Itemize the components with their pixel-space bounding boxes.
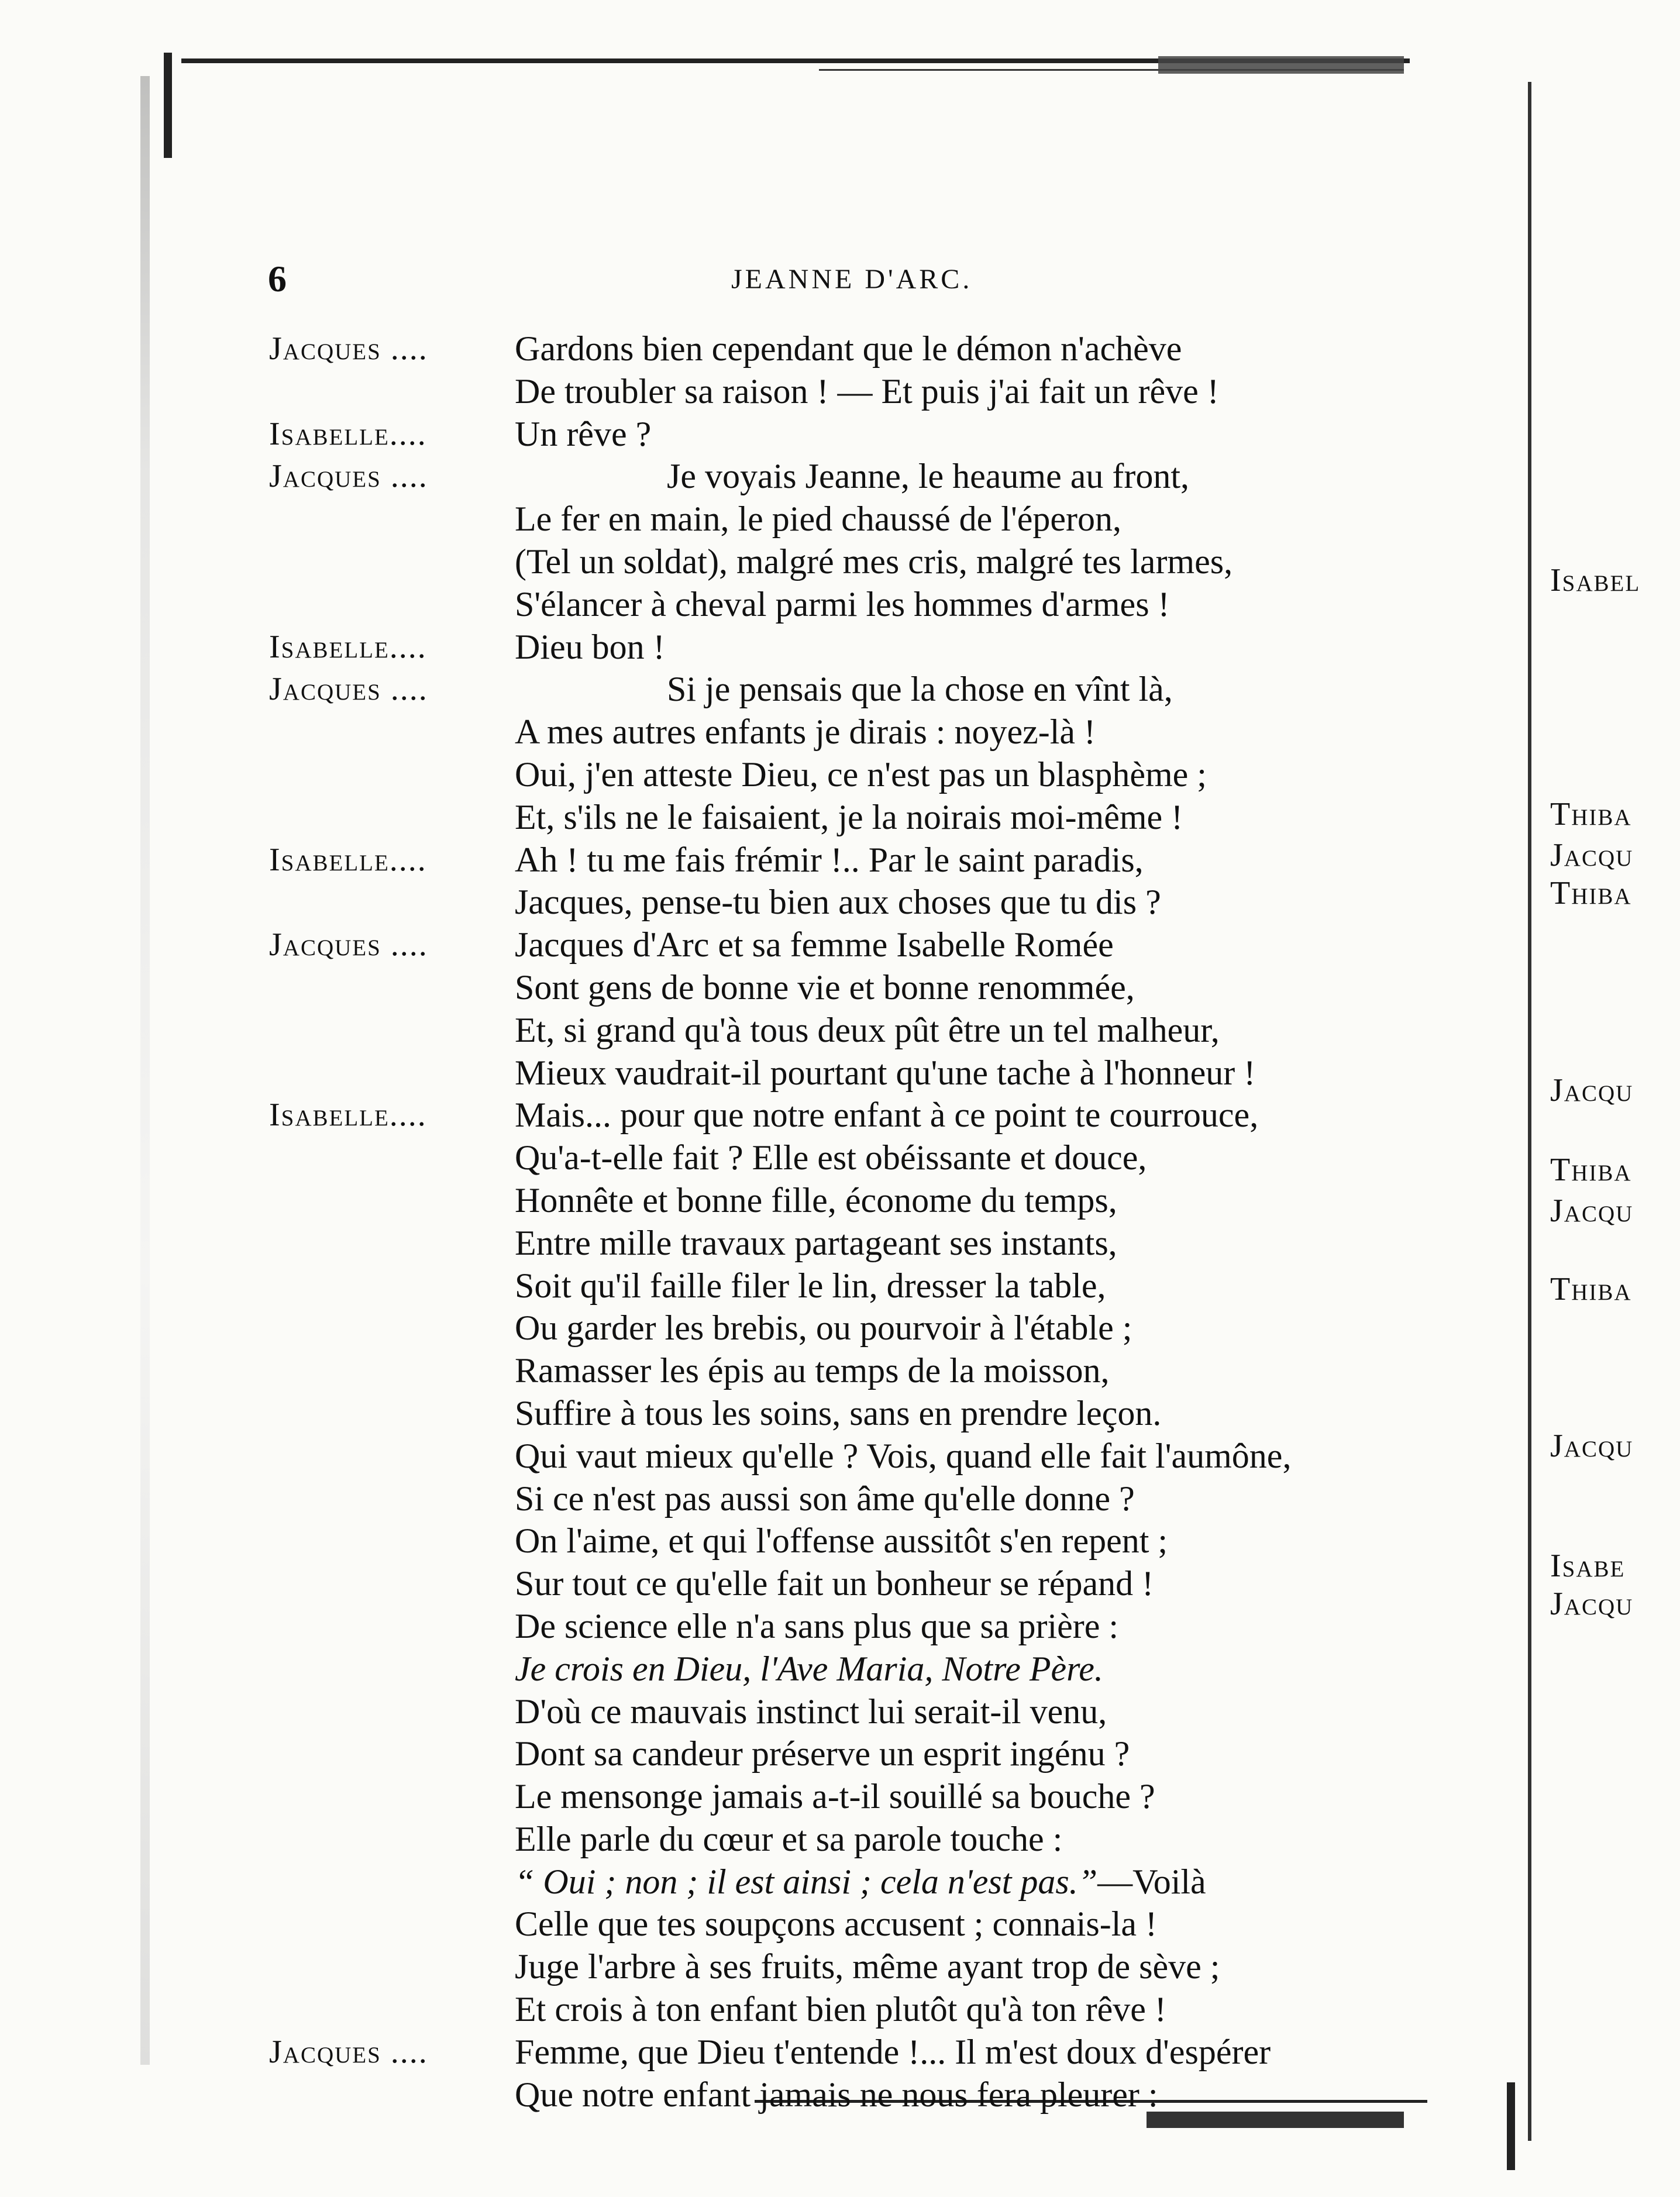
top-ink-block [1158, 56, 1404, 74]
verse-line [269, 2031, 1527, 2074]
verse-line [269, 1988, 1527, 2031]
scan-corner-mark [164, 53, 172, 158]
verse-text: Jacques, pense-tu bien aux choses que tu dis ? [515, 883, 1161, 922]
speaker-name: Jacques .... [269, 330, 428, 367]
margin-cue: Thiba [1550, 1271, 1632, 1307]
verse-text: Si ce n'est pas aussi son âme qu'elle donne ? [515, 1479, 1135, 1518]
play-text [269, 328, 1527, 2116]
margin-cue: Jacqu [1550, 1072, 1634, 1108]
verse-text: Sur tout ce qu'elle fait un bonheur se répand ! [515, 1564, 1154, 1603]
speaker-name: Jacques .... [269, 671, 428, 708]
verse-text: Mais... pour que notre enfant à ce point te courrouce, [515, 1096, 1259, 1135]
verse-text: Que notre enfant jamais ne nous fera pleurer : [515, 2075, 1158, 2114]
verse-text: Gardons bien cependant que le démon n'achève [515, 329, 1182, 368]
margin-cue: Jacqu [1550, 837, 1634, 873]
margin-cue: Isabel [1550, 562, 1641, 598]
verse-text: Qui vaut mieux qu'elle ? Vois, quand elle fait l'aumône, [515, 1436, 1292, 1475]
verse-text: D'où ce mauvais instinct lui serait-il venu, [515, 1692, 1107, 1731]
verse-text: Soit qu'il faille filer le lin, dresser la table, [515, 1266, 1106, 1305]
verse-line [269, 839, 1527, 881]
speaker-name: Jacques .... [269, 458, 428, 495]
verse-line [269, 1094, 1527, 1137]
verse-line [269, 1392, 1527, 1435]
verse-line [269, 1520, 1527, 1562]
verse-text: (Tel un soldat), malgré mes cris, malgré tes larmes, [515, 542, 1233, 581]
verse-line [269, 966, 1527, 1009]
verse-line [269, 1349, 1527, 1392]
verse-line [269, 498, 1527, 540]
verse-line [269, 1052, 1527, 1094]
speaker-name: Jacques .... [269, 927, 428, 963]
margin-cue: Jacqu [1550, 1586, 1634, 1622]
verse-line [269, 1818, 1527, 1861]
margin-cue: Thiba [1550, 1152, 1632, 1188]
left-page-edge [140, 76, 150, 2065]
verse-line [269, 1562, 1527, 1605]
italic-text: Je crois en Dieu, l'Ave Maria, Notre Père. [515, 1649, 1103, 1688]
speaker-name: Jacques .... [269, 2033, 428, 2070]
margin-cue: Isabe [1550, 1548, 1626, 1584]
verse-line [269, 1307, 1527, 1349]
verse-text: Femme, que Dieu t'entende !... Il m'est doux d'espérer [515, 2032, 1271, 2071]
verse-text: Juge l'arbre à ses fruits, même ayant trop de sève ; [515, 1947, 1220, 1986]
verse-text: Suffire à tous les soins, sans en prendre leçon. [515, 1393, 1162, 1432]
verse-text: Ramasser les épis au temps de la moisson, [515, 1351, 1110, 1390]
verse-line [269, 2074, 1527, 2116]
verse-text: Dieu bon ! [515, 627, 665, 666]
verse-text: Dont sa candeur préserve un esprit ingénu ? [515, 1734, 1130, 1774]
verse-text: Et, si grand qu'à tous deux pût être un tel malheur, [515, 1010, 1220, 1049]
verse-line [269, 1137, 1527, 1179]
verse-text: Le mensonge jamais a-t-il souillé sa bouche ? [515, 1777, 1155, 1816]
verse-line [269, 668, 1527, 711]
verse-line [269, 1945, 1527, 1988]
verse-line [269, 583, 1527, 626]
verse-text: Ou garder les brebis, ou pourvoir à l'étable ; [515, 1308, 1132, 1348]
verse-line [269, 1222, 1527, 1265]
verse-text: Je voyais Jeanne, le heaume au front, [667, 457, 1189, 496]
verse-text: Qu'a-t-elle fait ? Elle est obéissante et douce, [515, 1138, 1147, 1177]
verse-line [269, 455, 1527, 498]
verse-text: Oui, j'en atteste Dieu, ce n'est pas un blasphème ; [515, 755, 1207, 794]
verse-line [269, 711, 1527, 753]
right-page-edge [1528, 82, 1531, 2141]
speaker-name: Isabelle.... [269, 1097, 427, 1134]
verse-text: A mes autres enfants je dirais : noyez-là ! [515, 712, 1096, 752]
verse-text: Si je pensais que la chose en vînt là, [667, 670, 1173, 709]
verse-text: Jacques d'Arc et sa femme Isabelle Romée [515, 925, 1114, 965]
verse-text: Honnête et bonne fille, économe du temps, [515, 1180, 1117, 1220]
verse-line [269, 924, 1527, 966]
verse-line [269, 1733, 1527, 1775]
verse-line [269, 1775, 1527, 1818]
verse-line [269, 796, 1527, 839]
verse-line [269, 753, 1527, 796]
verse-line [269, 370, 1527, 413]
verse-line [269, 1179, 1527, 1222]
verse-text: Sont gens de bonne vie et bonne renommée, [515, 967, 1135, 1007]
verse-line [269, 626, 1527, 669]
verse-text: De science elle n'a sans plus que sa prière : [515, 1606, 1119, 1645]
verse-text: Celle que tes soupçons accusent ; connais-la ! [515, 1905, 1157, 1944]
verse-line [269, 1690, 1527, 1733]
verse-line [269, 1903, 1527, 1945]
verse-text: De troubler sa raison ! — Et puis j'ai fait un rêve ! [515, 371, 1219, 411]
verse-text: Un rêve ? [515, 414, 652, 453]
verse-text [515, 1861, 1206, 1903]
verse-line [269, 1605, 1527, 1648]
verse-text: Et crois à ton enfant bien plutôt qu'à ton rêve ! [515, 1990, 1166, 2029]
verse-text: Entre mille travaux partageant ses instants, [515, 1223, 1117, 1262]
verse-line [269, 1861, 1527, 1903]
verse-line [269, 328, 1527, 370]
page-header [0, 257, 1680, 298]
verse-text: Elle parle du cœur et sa parole touche : [515, 1819, 1063, 1858]
margin-cue: Jacqu [1550, 1428, 1634, 1464]
margin-cue: Thiba [1550, 796, 1632, 832]
verse-text [515, 1648, 1103, 1690]
verse-line [269, 540, 1527, 583]
verse-line [269, 1435, 1527, 1478]
italic-text: “ Oui ; non ; il est ainsi ; cela n'est pas.” [515, 1862, 1098, 1901]
verse-line [269, 1009, 1527, 1052]
verse-text: Ah ! tu me fais frémir !.. Par le saint paradis, [515, 840, 1144, 879]
verse-line [269, 413, 1527, 456]
verse-text: Le fer en main, le pied chaussé de l'éperon, [515, 500, 1122, 539]
speaker-name: Isabelle.... [269, 415, 427, 452]
verse-line [269, 1265, 1527, 1307]
verse-text: S'élancer à cheval parmi les hommes d'armes ! [515, 584, 1170, 624]
speaker-name: Isabelle.... [269, 628, 427, 665]
margin-cue: Thiba [1550, 875, 1632, 911]
verse-line [269, 1478, 1527, 1520]
margin-cue: Jacqu [1550, 1193, 1634, 1229]
page-number: 6 [268, 258, 287, 299]
verse-text: On l'aime, et qui l'offense aussitôt s'en repent ; [515, 1521, 1168, 1561]
verse-tail: —Voilà [1097, 1862, 1206, 1901]
verse-text: Mieux vaudrait-il pourtant qu'une tache à l'honneur ! [515, 1053, 1256, 1092]
verse-line [269, 1648, 1527, 1690]
running-title: JEANNE D'ARC. [731, 264, 973, 295]
speaker-name: Isabelle.... [269, 841, 427, 878]
verse-line [269, 881, 1527, 924]
verse-text: Et, s'ils ne le faisaient, je la noirais moi-même ! [515, 797, 1183, 836]
